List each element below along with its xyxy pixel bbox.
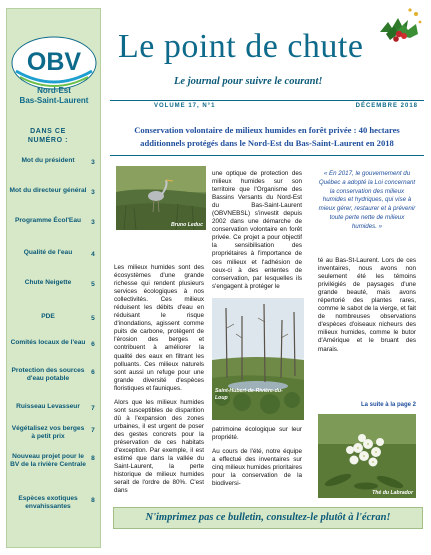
toc-item-title: Protection des sources d'eau potable [11, 367, 85, 382]
issue-date: DÉCEMBRE 2018 [355, 103, 418, 109]
article-column-2 [212, 170, 302, 290]
article-column-3 [318, 257, 416, 377]
toc-item-title: Qualité de l'eau [23, 249, 73, 256]
toc-item-title: Espèces exotiques envahissantes [18, 495, 78, 510]
toc-item-title: Ruisseau Levasseur [16, 403, 80, 410]
toc-item-page: 6 [91, 369, 95, 376]
toc-item-page: 7 [91, 405, 95, 412]
pull-quote: « En 2017, le gouvernement du Québec a adopté la Loi concernant la conservation des milieux humides et hydriques, qui vise à mieux gérer, restaurer et à prévenir toute perte nette de milieux humides. » [318, 170, 416, 230]
article-headline-box [110, 124, 424, 156]
newsletter-subtitle: Le journal pour suivre le courant! [174, 76, 323, 87]
logo-initials: OBV [26, 48, 82, 76]
sidebar-heading: DANS CE NUMÉRO : [27, 128, 69, 144]
logo-line1: Nord-Est [37, 86, 71, 95]
toc-item-title: Mot du directeur général [9, 187, 87, 194]
obv-logo [10, 31, 98, 111]
toc-item-page: 4 [91, 251, 95, 258]
article-headline: Conservation volontaire de milieux humides en forêt privée : 40 hectares additionnels protégés dans le Nord-Est du Bas-Saint-Laurent en 2018 [134, 125, 400, 148]
article-column-1 [114, 264, 204, 499]
wetland-photo [212, 298, 304, 420]
toc-item-title: Chute Neigette [24, 279, 72, 286]
heron-photo [116, 166, 206, 230]
toc-item-page: 5 [91, 315, 95, 322]
holly-decoration-icon [372, 4, 424, 48]
paragraph: patrimoine écologique sur leur propriété. [212, 426, 302, 442]
paragraph: une optique de protection des milieux humides sur son territoire que l'Organisme des Bassins Versants du Nord-Est du Bas-Saint-Laurent (OBVNEBSL) s'investit depuis 2002 dans une démarche de conservation volontaire en forêt privée. Ce projet a pour objectif la sensibilisation des propriétaires à l'importance de ces milieux et l'adhésion de ceux-ci à des ententes de conservation, par lesquelles ils s'engagent à protéger le [212, 170, 302, 290]
toc-item-page: 3 [91, 189, 95, 196]
article-column-2-continued [212, 426, 302, 501]
photo2-credit: Saint-Hubert-de-Rivière-du-Loup [215, 388, 283, 401]
toc-item-page: 5 [91, 281, 95, 288]
photo1-credit: Bruno Leduc [171, 222, 203, 228]
toc-item-page: 6 [91, 341, 95, 348]
toc-item-title: Programme Écol'Eau [14, 217, 82, 224]
toc-item-page: 8 [91, 497, 95, 504]
toc-item-page: 8 [91, 455, 95, 462]
toc-item-page: 7 [91, 427, 95, 434]
issue-volume: VOLUME 17, N°1 [154, 103, 216, 109]
toc-item-page: 3 [91, 219, 95, 226]
continued-link[interactable]: La suite à la page 2 [360, 402, 416, 408]
sidebar [6, 8, 101, 548]
paragraph: Au cours de l'été, notre équipe a effectué des inventaires sur cinq milieux humides prioritaires pour la conservation de la biodiversi- [212, 448, 302, 488]
logo-line2: Bas-Saint-Laurent [19, 96, 89, 105]
toc-item-page: 3 [91, 159, 95, 166]
toc-item-title: Végétalisez vos berges à petit prix [11, 425, 85, 440]
toc-item-title: Mot du président [21, 157, 75, 164]
labrador-tea-image [318, 414, 416, 498]
toc-item-title: Nouveau projet pour le BV de la rivière Centrale [10, 453, 86, 468]
masthead-rule [110, 100, 424, 101]
paragraph: Les milieux humides sont des écosystèmes d'une grande richesse qui rendent plusieurs services écologiques à nos collectivités. Ces milieux réduisent les débits d'eau en réduisant le risque d'inondations, agissent comme puits de carbone, protègent de l'érosion des berges et contribuent à améliorer la qualité des eaux en filtrant les polluants. Ces milieux naturels sont aussi un refuge pour une grande diversité d'espèces floristiques et fauniques. [114, 264, 204, 392]
labrador-tea-photo [318, 414, 416, 498]
toc-item-title: Comités locaux de l'eau [10, 339, 86, 346]
issue-info-bar [110, 100, 424, 112]
newsletter-title: Le point de chute [118, 28, 364, 65]
print-notice-banner [113, 507, 423, 529]
paragraph: Alors que les milieux humides sont susceptibles de disparition dû à l'expansion des zones urbaines, il est urgent de poser des gestes concrets pour la préservation de ces habitats d'exception. Par exemple, il est estimé que dans la vallée du Saint-Laurent, la perte historique de milieux humides serait de l'ordre de 80%. C'est dans [114, 398, 204, 495]
photo3-credit: Thé du Labrador [372, 490, 413, 496]
toc-item-title: PDE [41, 313, 55, 320]
heron-image [116, 166, 206, 230]
paragraph: té au Bas-St-Laurent. Lors de ces inventaires, nous avons non seulement été les témoins privilégiés de paysages d'une grande beauté, mais avons répertorié des plantes rares, comme le sabot de la vierge, et fait de nombreuses observations d'espèces d'oiseaux nicheurs des milieux humides, comme le butor d'Amérique et le bruant des marais. [318, 257, 416, 353]
print-notice-text: N'imprimez pas ce bulletin, consultez-le plutôt à l'écran! [145, 512, 391, 523]
